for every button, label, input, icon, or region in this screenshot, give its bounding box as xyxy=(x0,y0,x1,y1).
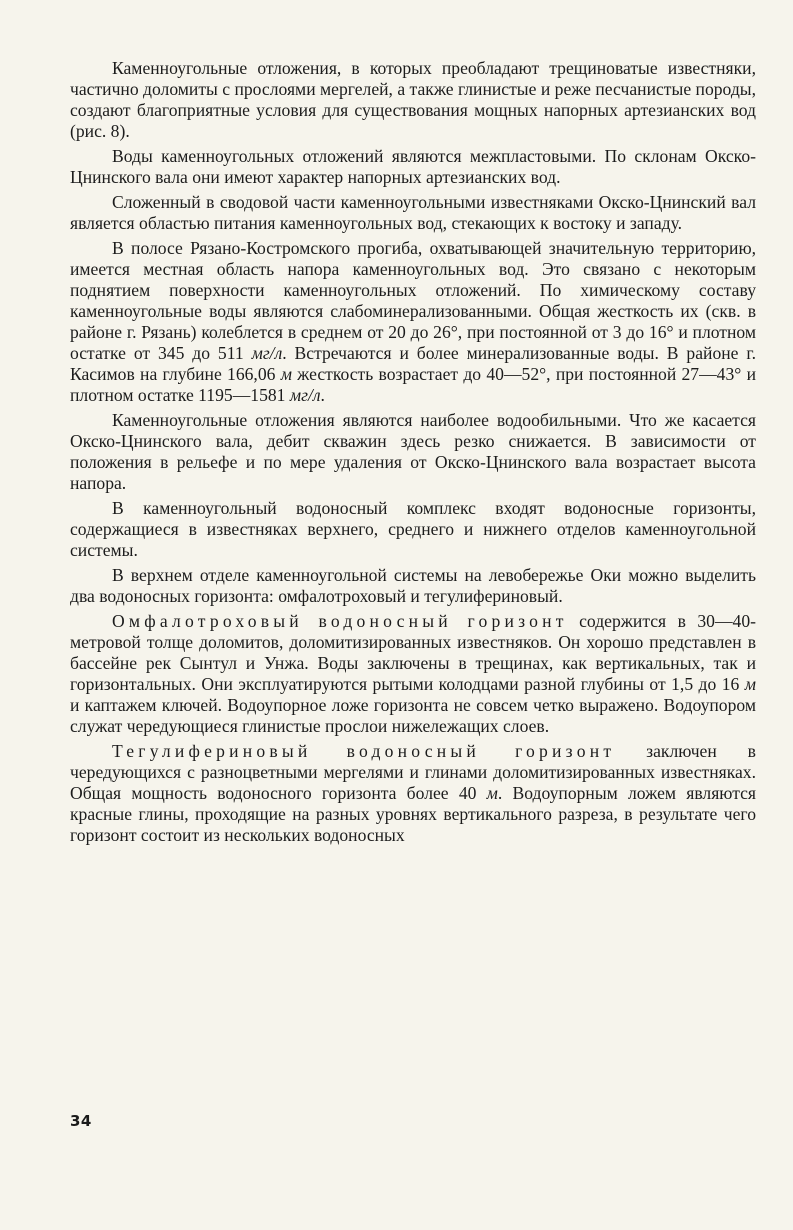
paragraph-coal-deposits-intro: Каменноугольные отложения, в которых преобладают трещиноватые известняки, частично доломиты с прослоями мергелей, а также глинистые и реже песчанистые породы, создают благоприятные условия для существования мощных напорных артезианских вод (рис. 8). xyxy=(70,58,756,141)
page-number: 34 xyxy=(70,1112,92,1130)
paragraph-ryazan-kostroma-trough xyxy=(70,238,756,406)
paragraph-aquifer-complex: В каменноугольный водоносный комплекс входят водоносные горизонты, содержащиеся в известняках верхнего, среднего и нижнего отделов каменноугольной системы. xyxy=(70,498,756,560)
paragraph-text-segment: и каптажем ключей. Водоупорное ложе горизонта не совсем четко выражено. Водоупором служат чередующиеся глинистые прослои нижележащих слоев. xyxy=(70,695,756,736)
paragraph-text-segment: В полосе Рязано-Костромского прогиба, охватывающей значительную территорию, имеется местная область напора каменноугольных вод. Это связано с некоторым поднятием поверхности каменноугольных отложений. По химическому составу каменноугольные воды являются слабоминерализованными. Общая жесткость их (скв. в районе г. Рязань) колеблется в среднем от 20 до 26°, при постоянной от 3 до 16° и плотном остатке от 345 до 511 xyxy=(70,238,756,363)
unit-mg-per-liter: мг/л xyxy=(251,343,283,363)
paragraph-omphalotrochus-horizon xyxy=(70,611,756,737)
paragraph-text-segment: . Водоупорным ложем являются красные глины, проходящие на разных уровнях вертикального разреза, в результате чего горизонт состоит из нескольких водоносных xyxy=(70,783,757,845)
paragraph-text-segment: жесткость возрастает до 40—52°, при постоянной 27—43° и плотном остатке 1195—1581 xyxy=(70,364,756,405)
paragraph-teguliferina-horizon xyxy=(70,741,756,846)
paragraph-text-segment: содержится в 30—40-метровой толще доломитов, доломитизированных известняков. Он хорошо представлен в бассейне рек Сынтул и Унжа. Воды заключены в трещинах, как вертикальных, так и горизонтальных. Они эксплуатируются рытыми колодцами разной глубины от 1,5 до 16 xyxy=(70,611,756,694)
paragraph-recharge-area: Сложенный в сводовой части каменноугольными известняками Окско-Цнинский вал является областью питания каменноугольных вод, стекающих к востоку и западу. xyxy=(70,192,756,233)
paragraph-text-segment: заключен в чередующихся с разноцветными мергелями и глинами доломитизированных известняках. Общая мощность водоносного горизонта более 40 xyxy=(70,741,756,803)
paragraph-text-segment: . xyxy=(320,385,325,405)
unit-meter: м xyxy=(744,674,756,694)
unit-mg-per-liter: мг/л xyxy=(289,385,321,405)
paragraph-text-segment: . Встречаются и более минерализованные воды. В районе г. Касимов на глубине 166,06 xyxy=(70,343,757,384)
unit-meter: м xyxy=(486,783,498,803)
page-body xyxy=(70,58,756,1138)
paragraph-water-abundance: Каменноугольные отложения являются наиболее водообильными. Что же касается Окско-Цнинского вала, дебит скважин здесь резко снижается. В зависимости от положения в рельефе и по мере удаления от Окско-Цнинского вала возрастает высота напора. xyxy=(70,410,756,493)
horizon-heading-spaced: Омфалотроховый водоносный горизонт xyxy=(112,611,568,631)
paragraph-upper-section: В верхнем отделе каменноугольной системы на левобережье Оки можно выделить два водоносных горизонта: омфалотроховый и тегулифериновый. xyxy=(70,565,756,606)
paragraph-interlayer-waters: Воды каменноугольных отложений являются межпластовыми. По склонам Окско-Цнинского вала они имеют характер напорных артезианских вод. xyxy=(70,146,756,187)
unit-meter: м xyxy=(280,364,292,384)
horizon-heading-spaced: Тегулифериновый водоносный горизонт xyxy=(112,741,616,761)
